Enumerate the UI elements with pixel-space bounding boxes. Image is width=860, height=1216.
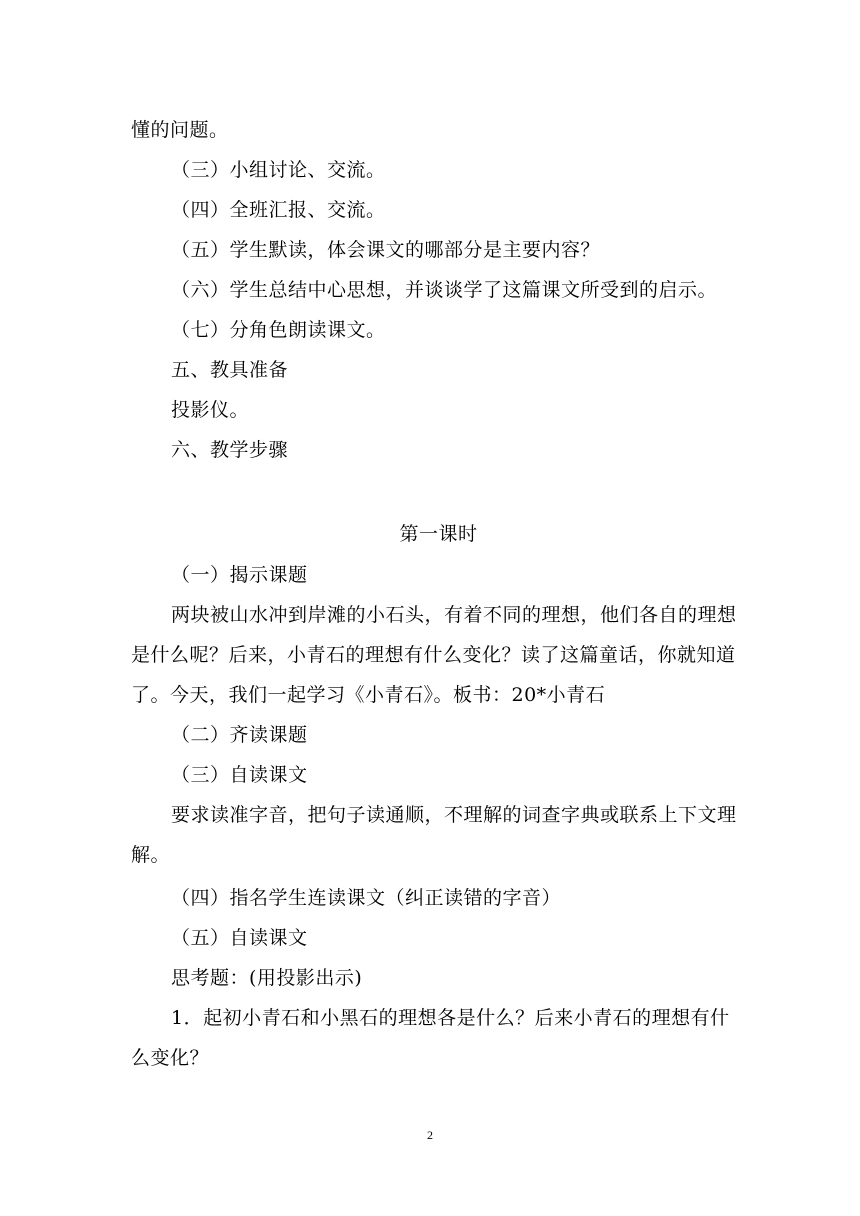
page-number: 2 [427, 1128, 433, 1142]
paragraph-requirements: 要求读准字音，把句子读通顺，不理解的词查字典或联系上下文理解。 [131, 804, 737, 866]
paragraph-step-4: （四）全班汇报、交流。 [171, 199, 386, 221]
paragraph-self-read: （三）自读课文 [171, 764, 308, 786]
paragraph-self-read-2: （五）自读课文 [171, 927, 308, 949]
paragraph-step-7: （七）分角色朗读课文。 [171, 319, 386, 341]
paragraph-questions-label: 思考题：(用投影出示) [171, 967, 363, 989]
section-heading-teaching-steps: 六、教学步骤 [171, 439, 289, 461]
paragraph-read-title: （二）齐读课题 [171, 724, 308, 746]
paragraph-question-1: 1．起初小青石和小黑石的理想各是什么？后来小青石的理想有什么变化？ [131, 1007, 730, 1069]
paragraph-step-5: （五）学生默读，体会课文的哪部分是主要内容？ [171, 239, 601, 261]
section-heading-teaching-aids: 五、教具准备 [171, 359, 289, 381]
paragraph-student-reading: （四）指名学生连读课文（纠正读错的字音） [171, 887, 562, 909]
paragraph-reveal-topic: （一）揭示课题 [171, 564, 308, 586]
paragraph-introduction: 两块被山水冲到岸滩的小石头，有着不同的理想，他们各自的理想是什么呢？后来，小青石的理想有什么变化？读了这篇童话，你就知道了。今天，我们一起学习《小青石》。板书：20*小青石 [131, 604, 737, 706]
lesson-title: 第一课时 [399, 523, 478, 545]
paragraph-continuation: 懂的问题。 [131, 119, 229, 141]
paragraph-teaching-aids: 投影仪。 [171, 399, 250, 421]
paragraph-step-6: （六）学生总结中心思想，并谈谈学了这篇课文所受到的启示。 [171, 279, 718, 301]
paragraph-step-3: （三）小组讨论、交流。 [171, 159, 386, 181]
